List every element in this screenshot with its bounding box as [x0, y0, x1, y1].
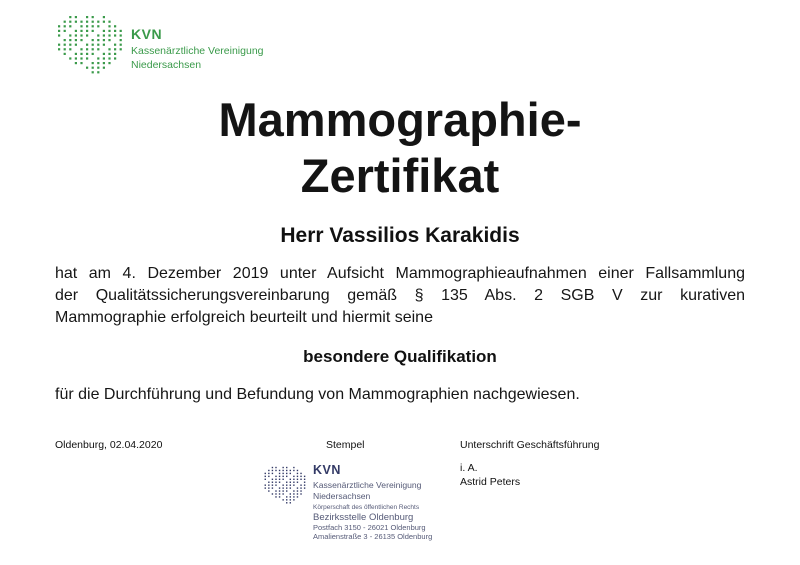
stamp-line2: Niedersachsen: [313, 491, 371, 501]
logo-subtitle-line2: Niedersachsen: [131, 59, 202, 71]
closing-sentence: für die Durchführung und Befundung von Mammographien nachgewiesen.: [55, 386, 580, 403]
stamp-title: KVN: [313, 463, 341, 477]
stamp-line1: Kassenärztliche Vereinigung: [313, 480, 422, 490]
certificate-title-line2: Zertifikat: [300, 149, 500, 202]
paragraph-line-1: hat am 4. Dezember 2019 unter Aufsicht Mammographieaufnahmen einer Fallsammlung: [55, 265, 745, 282]
stamp-line6: Amalienstraße 3 - 26135 Oldenburg: [313, 532, 433, 541]
stamp-label: Stempel: [326, 439, 365, 451]
certificate-title-line1: Mammographie-: [218, 93, 582, 146]
stamp-line3: Körperschaft des öffentlichen Rechts: [313, 504, 420, 511]
logo-title: KVN: [131, 26, 163, 42]
qualification-heading: besondere Qualifikation: [303, 347, 497, 366]
signature-ia: i. A.: [460, 462, 478, 474]
kvn-logo-map-icon: [54, 14, 126, 78]
signature-name: Astrid Peters: [460, 476, 521, 488]
stamp-line5: Postfach 3150 - 26021 Oldenburg: [313, 523, 426, 532]
stamp-map-icon: [262, 461, 308, 511]
recipient-name: Herr Vassilios Karakidis: [280, 224, 520, 247]
stamp-line4: Bezirksstelle Oldenburg: [313, 512, 414, 523]
logo-subtitle-line1: Kassenärztliche Vereinigung: [131, 45, 264, 57]
certificate-paragraph: [55, 263, 745, 329]
place-date: Oldenburg, 02.04.2020: [55, 439, 163, 451]
signature-label: Unterschrift Geschäftsführung: [460, 439, 600, 451]
paragraph-line-2: der Qualitätssicherungsvereinbarung gemäß § 135 Abs. 2 SGB V zur kurativen: [55, 287, 745, 304]
paragraph-line-3: Mammographie erfolgreich beurteilt und hiermit seine: [55, 309, 433, 326]
